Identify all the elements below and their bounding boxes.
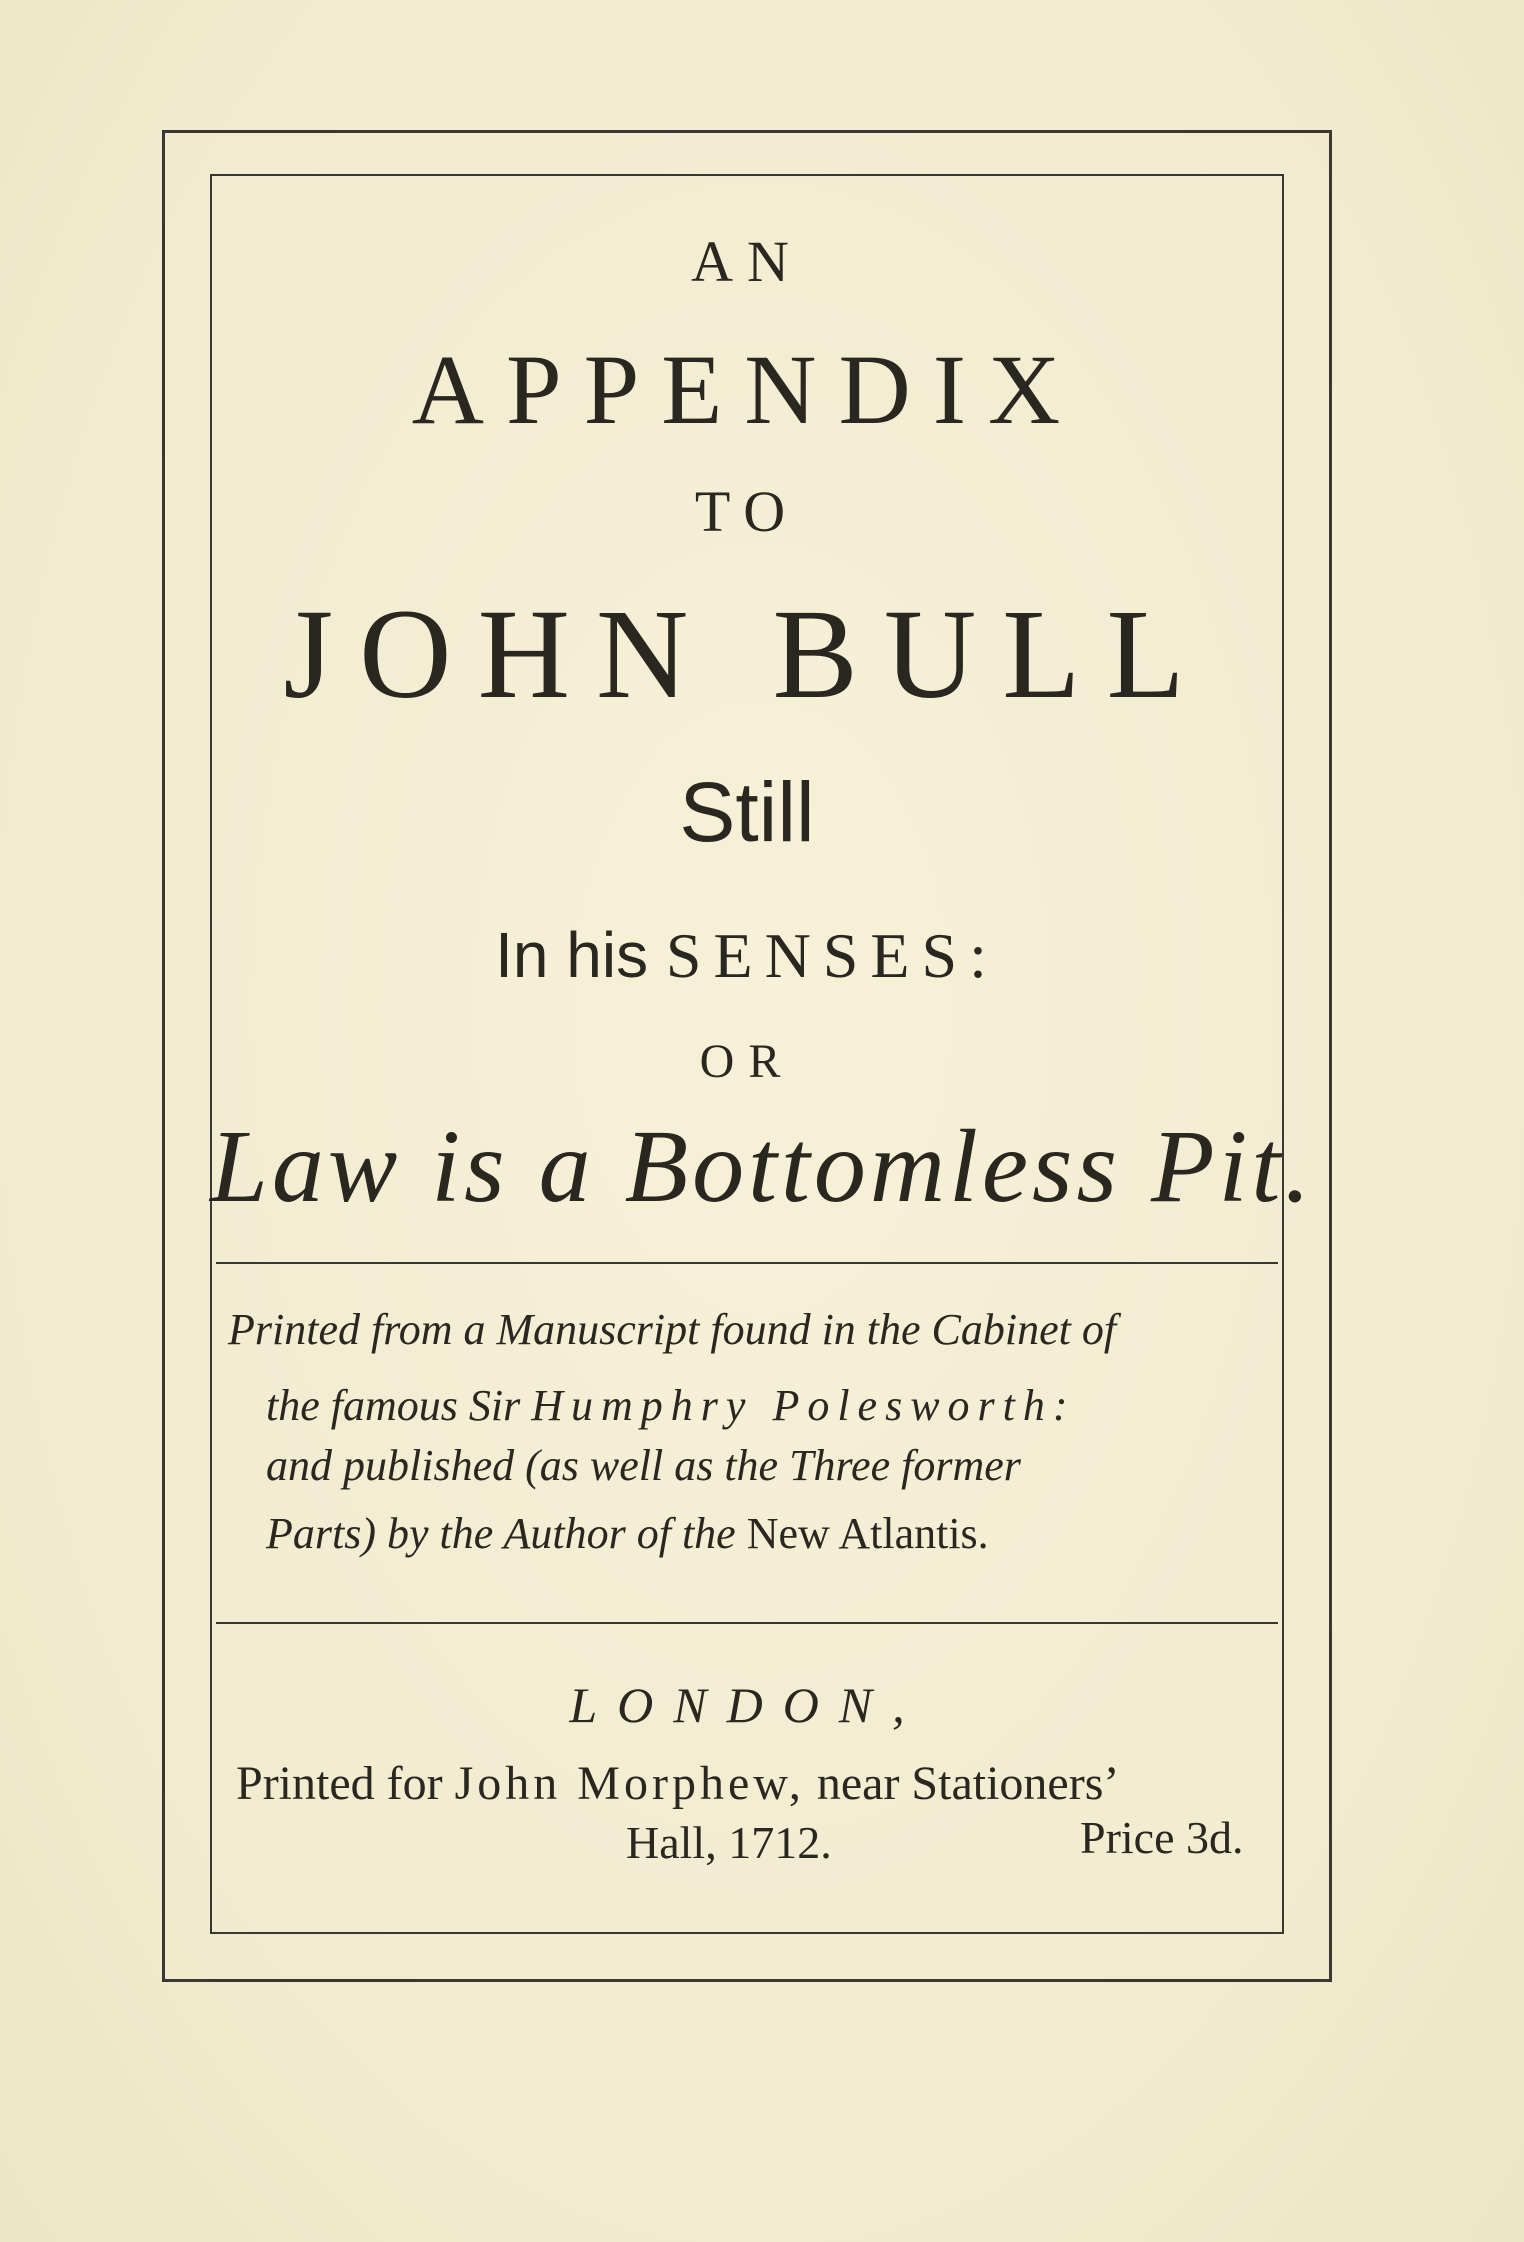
printed-from-line-4 — [266, 1509, 1306, 1558]
imprint-printed-for-a: Printed for — [236, 1757, 455, 1810]
printed-from-line-4a: Parts) by the Author of the — [266, 1509, 747, 1558]
imprint-hall-year: Hall, 1712. — [626, 1817, 832, 1868]
title-to: TO — [694, 479, 800, 544]
imprint-price: Price 3d. — [1080, 1812, 1244, 1863]
title-an: AN — [691, 229, 803, 294]
imprint-printed-for-c: near Stationers’ — [804, 1757, 1120, 1810]
printed-from-line-2a: the famous Sir — [266, 1381, 532, 1430]
senses-prefix: In his — [495, 919, 666, 991]
upper-divider-rule — [216, 1262, 1278, 1264]
title-or: OR — [699, 1035, 795, 1088]
imprint-printer-name: John Morphew, — [454, 1757, 805, 1810]
senses-caps: SENSES: — [665, 920, 999, 991]
lower-divider-rule — [216, 1622, 1278, 1624]
printed-from-line-1: Printed from a Manuscript found in the Cabinet of — [228, 1305, 1117, 1354]
printed-from-line-3: and published (as well as the Three former — [266, 1441, 1021, 1490]
title-appendix: APPENDIX — [411, 334, 1083, 445]
author-name-polesworth: Humphry Polesworth: — [531, 1381, 1076, 1430]
new-atlantis: New Atlantis. — [746, 1509, 989, 1558]
imprint-city: LONDON, — [569, 1677, 925, 1733]
imprint-printed-for — [236, 1757, 1120, 1810]
title-john-bull: JOHN BULL — [283, 583, 1211, 725]
title-still: Still — [679, 765, 815, 859]
printed-from-line-2 — [266, 1381, 1306, 1430]
title-senses — [210, 919, 1284, 991]
subtitle-law: Law is a Bottomless Pit. — [210, 1109, 1315, 1224]
